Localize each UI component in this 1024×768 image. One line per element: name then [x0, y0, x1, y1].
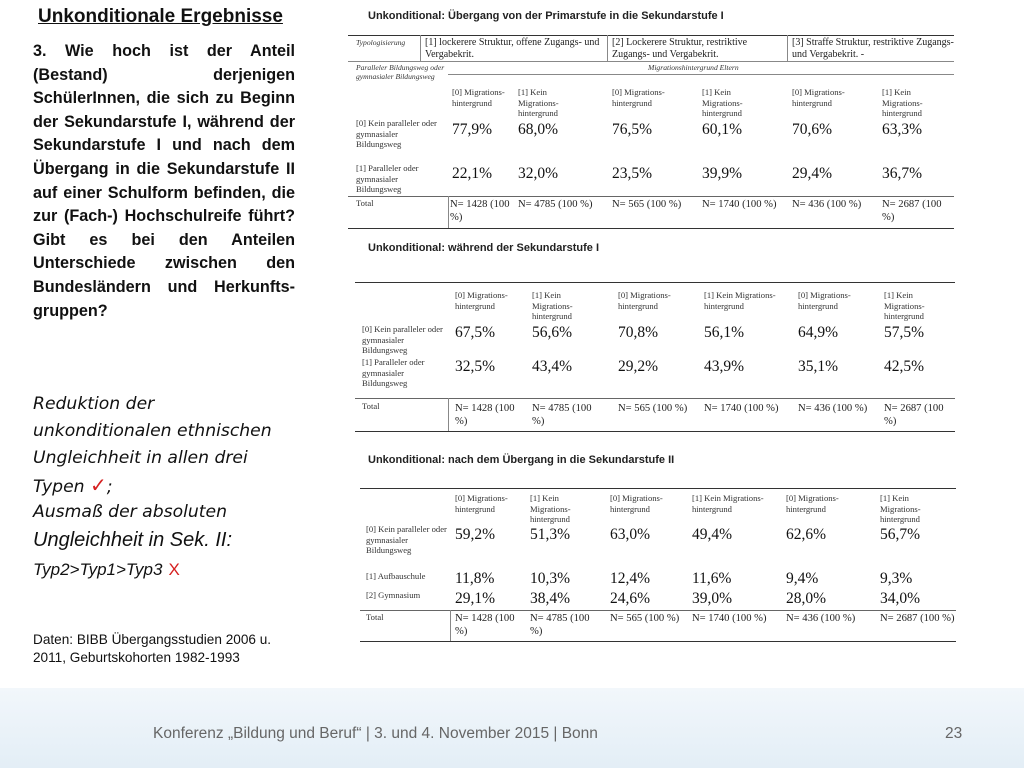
table1-group-left: Paralleler Bildungsweg oder gymnasialer Bildungsweg — [356, 63, 445, 81]
note-line-5: Ausmaß der absoluten — [33, 502, 227, 522]
table3-total: N= 4785 (100 %) — [530, 613, 590, 637]
table1-cell: 22,1% — [452, 165, 493, 182]
table2-row-label-1: [0] Kein paralleler oder gymnasialer Bildungsweg — [362, 324, 443, 355]
table3-cell: 11,8% — [455, 570, 495, 587]
table2-cell: 57,5% — [884, 324, 925, 341]
table1-total: N= 565 (100 %) — [612, 199, 682, 210]
page-number: 23 — [945, 725, 963, 742]
table3-cell: 38,4% — [530, 590, 571, 607]
table2-cell: 32,5% — [455, 358, 496, 375]
table1-cell: 70,6% — [792, 121, 833, 138]
table3-total: N= 436 (100 %) — [786, 613, 856, 624]
table3-cell: 59,2% — [455, 526, 496, 543]
table1-total: N= 1740 (100 %) — [702, 199, 777, 210]
table1-cell: 29,4% — [792, 165, 833, 182]
footer-text: Konferenz „Bildung und Beruf“ | 3. und 4. November 2015 | Bonn — [153, 725, 598, 742]
table2-cell: 67,5% — [455, 324, 496, 341]
table1-row-label-1: [0] Kein paralleler oder gymnasialer Bildungsweg — [356, 118, 437, 149]
table1-type-3: [3] Straffe Struktur, restriktive Zugangs- und Vergabekrit. - — [792, 37, 954, 60]
table2-col-4: [1] Kein Migrations-hintergrund — [704, 290, 776, 311]
table3-cell: 56,7% — [880, 526, 921, 543]
table2-total: N= 565 (100 %) — [618, 403, 688, 414]
note-line-1: Reduktion der — [33, 394, 155, 414]
table1-cell: 39,9% — [702, 165, 743, 182]
table3-col-4: [1] Kein Migrations-hintergrund — [692, 493, 764, 514]
table3-cell: 63,0% — [610, 526, 651, 543]
table1-cell: 76,5% — [612, 121, 653, 138]
table2-col-5: [0] Migrations-hintergrund — [798, 290, 851, 311]
table3-row-label-2: [1] Aufbauschule — [366, 571, 426, 581]
table3-cell: 62,6% — [786, 526, 827, 543]
table1-total: N= 4785 (100 %) — [518, 199, 593, 210]
table1-type-2: [2] Lockerere Struktur, restriktive Zugangs- und Vergabekrit. — [612, 37, 748, 60]
table2-col-6: [1] Kein Migrations-hintergrund — [884, 290, 925, 321]
table3-cell: 28,0% — [786, 590, 827, 607]
table2-cell: 35,1% — [798, 358, 839, 375]
table3-cell: 39,0% — [692, 590, 733, 607]
table1-cell: 36,7% — [882, 165, 923, 182]
table2-cell: 42,5% — [884, 358, 925, 375]
table3-cell: 12,4% — [610, 570, 651, 587]
table2-cell: 29,2% — [618, 358, 659, 375]
table2-cell: 43,9% — [704, 358, 745, 375]
table2-col-1: [0] Migrations-hintergrund — [455, 290, 508, 311]
table1-typ-label: Typologisierung — [356, 38, 406, 47]
note-line-2: unkonditionalen ethnischen — [33, 421, 272, 441]
table3-cell: 29,1% — [455, 590, 496, 607]
table3-total: N= 1428 (100 %) — [455, 613, 515, 637]
table3-cell: 11,6% — [692, 570, 732, 587]
research-question: 3. Wie hoch ist der Anteil (Bestand) derjenigen SchülerInnen, die sich zu Beginn der Sekundarstufe I, während der Sekundarstufe I und nach dem Übergang in die Sekundarstufe II auf einer Schulform befinden, die zur (Fach-) Hochschulreife führt? Gibt es bei den Anteilen Unterschiede zwischen den Bundesländern und Herkunfts-gruppen? — [33, 42, 295, 320]
data-source: Daten: BIBB Übergangsstudien 2006 u. 2011, Geburtskohorten 1982-1993 — [33, 632, 272, 665]
table1-total: N= 436 (100 %) — [792, 199, 862, 210]
table2-total: N= 4785 (100 %) — [532, 403, 592, 427]
table3-cell: 51,3% — [530, 526, 571, 543]
table3-col-3: [0] Migrations-hintergrund — [610, 493, 663, 514]
table3-cell: 10,3% — [530, 570, 571, 587]
table1-col-5: [0] Migrations-hintergrund — [792, 87, 845, 108]
table2-cell: 56,6% — [532, 324, 573, 341]
table3-cell: 34,0% — [880, 590, 921, 607]
table3-total-label: Total — [366, 612, 384, 622]
note-line-3: Ungleichheit in allen drei — [33, 448, 248, 468]
table3-cell: 9,3% — [880, 570, 913, 587]
table3-cell: 9,4% — [786, 570, 819, 587]
table1-title: Unkonditional: Übergang von der Primarstufe in die Sekundarstufe I — [368, 10, 724, 22]
table2-cell: 43,4% — [532, 358, 573, 375]
table3-row-label-1: [0] Kein paralleler oder gymnasialer Bildungsweg — [366, 524, 447, 555]
table2-total: N= 1428 (100 %) — [455, 403, 515, 427]
table3-col-1: [0] Migrations-hintergrund — [455, 493, 508, 514]
table1-col-6: [1] Kein Migrations-hintergrund — [882, 87, 923, 118]
table3-col-6: [1] Kein Migrations-hintergrund — [880, 493, 921, 524]
table3-col-2: [1] Kein Migrations-hintergrund — [530, 493, 571, 524]
note-line-4-end: ; — [106, 477, 113, 497]
table3-cell: 24,6% — [610, 590, 651, 607]
table3-total: N= 1740 (100 %) — [692, 613, 767, 624]
note-line-4-text: Typen — [33, 477, 85, 497]
table1-group-right: Migrationshintergrund Eltern — [648, 63, 739, 72]
table3-total: N= 2687 (100 %) — [880, 613, 955, 624]
table2-cell: 64,9% — [798, 324, 839, 341]
table1-col-4: [1] Kein Migrations-hintergrund — [702, 87, 743, 118]
table2-cell: 56,1% — [704, 324, 745, 341]
table2-total: N= 2687 (100 %) — [884, 403, 944, 427]
table3-row-label-3: [2] Gymnasium — [366, 590, 421, 600]
table1-cell: 60,1% — [702, 121, 743, 138]
cross-icon: X — [168, 560, 180, 579]
note-line-7-text: Typ2>Typ1>Typ3 — [33, 560, 163, 579]
table2-total-label: Total — [362, 401, 380, 411]
table2-col-2: [1] Kein Migrations-hintergrund — [532, 290, 573, 321]
table3-title: Unkonditional: nach dem Übergang in die Sekundarstufe II — [368, 454, 675, 466]
table3-total: N= 565 (100 %) — [610, 613, 680, 624]
table1-cell: 32,0% — [518, 165, 559, 182]
table1-total-label: Total — [356, 198, 374, 208]
note-line-6: Ungleichheit in Sek. II: — [33, 529, 232, 551]
slide-title: Unkonditionale Ergebnisse — [38, 6, 283, 27]
table2-row-label-2: [1] Paralleler oder gymnasialer Bildungsweg — [362, 357, 425, 388]
table1-row-label-2: [1] Paralleler oder gymnasialer Bildungsweg — [356, 163, 419, 194]
table3-cell: 49,4% — [692, 526, 733, 543]
table1-cell: 63,3% — [882, 121, 923, 138]
table1-cell: 68,0% — [518, 121, 559, 138]
table2-cell: 70,8% — [618, 324, 659, 341]
table1-cell: 77,9% — [452, 121, 493, 138]
table2-total: N= 436 (100 %) — [798, 403, 868, 414]
table1-col-1: [0] Migrations-hintergrund — [452, 87, 505, 108]
table1-type-1: [1] lockerere Struktur, offene Zugangs- und Vergabekrit. — [425, 37, 600, 60]
table2-col-3: [0] Migrations-hintergrund — [618, 290, 671, 311]
table2-title: Unkonditional: während der Sekundarstufe I — [368, 242, 600, 254]
table1-col-2: [1] Kein Migrations-hintergrund — [518, 87, 559, 118]
table3-col-5: [0] Migrations-hintergrund — [786, 493, 839, 514]
table1-cell: 23,5% — [612, 165, 653, 182]
table1-col-3: [0] Migrations-hintergrund — [612, 87, 665, 108]
table1-total: N= 2687 (100 %) — [882, 199, 942, 223]
checkmark-icon: ✓ — [90, 473, 107, 497]
table2-total: N= 1740 (100 %) — [704, 403, 779, 414]
table1-total: N= 1428 (100 %) — [450, 199, 510, 223]
